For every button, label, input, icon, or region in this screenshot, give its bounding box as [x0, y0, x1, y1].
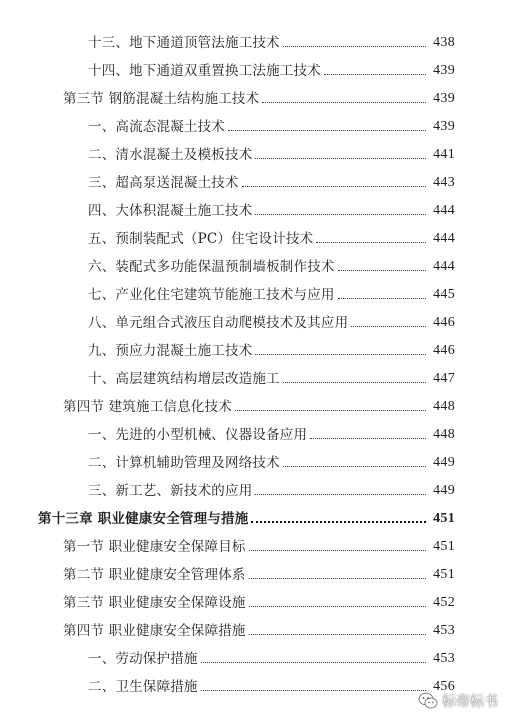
toc-page-number: 444 [433, 203, 455, 218]
toc-page-number: 439 [433, 63, 455, 78]
toc-page-number: 447 [433, 371, 455, 386]
toc-page-number: 453 [433, 623, 455, 638]
dot-leader [201, 662, 426, 663]
toc-page-number: 446 [433, 315, 455, 330]
toc-entry-label: 四、大体积混凝土施工技术 [88, 203, 253, 219]
toc-page-number: 441 [433, 147, 455, 162]
toc-entry[interactable] [0, 369, 508, 389]
toc-entry[interactable] [0, 593, 508, 613]
toc-entry[interactable] [0, 621, 508, 641]
toc-entry-label: 第四节 建筑施工信息化技术 [63, 399, 232, 415]
toc-entry-label: 一、先进的小型机械、仪器设备应用 [88, 427, 308, 443]
toc-page-number: 446 [433, 343, 455, 358]
dot-leader [201, 690, 426, 691]
toc-entry[interactable] [0, 201, 508, 221]
toc-entry[interactable] [0, 33, 508, 53]
toc-entry[interactable] [0, 397, 508, 417]
toc-entry-label: 三、新工艺、新技术的应用 [88, 483, 253, 499]
toc-entry[interactable] [0, 481, 508, 501]
toc-entry[interactable] [0, 173, 508, 193]
toc-entry-label: 一、劳动保护措施 [88, 651, 198, 667]
toc-page-number: 453 [433, 651, 455, 666]
toc-entry[interactable] [0, 453, 508, 473]
watermark-text: 标帝标书 [442, 694, 498, 710]
toc-entry-label: 九、预应力混凝土施工技术 [88, 343, 253, 359]
toc-entry-label: 第三节 钢筋混凝土结构施工技术 [63, 91, 260, 107]
toc-entry[interactable] [0, 285, 508, 305]
dot-leader [255, 494, 426, 495]
dot-leader [283, 466, 426, 467]
toc-page-number: 451 [433, 539, 455, 554]
dot-leader [249, 550, 426, 551]
toc-entry[interactable] [0, 425, 508, 445]
toc-entry-label: 一、高流态混凝土技术 [88, 119, 225, 135]
toc-entry[interactable] [0, 89, 508, 109]
toc-page-number: 438 [433, 35, 455, 50]
dot-leader [262, 102, 426, 103]
dot-leader [242, 186, 426, 187]
toc-entry[interactable] [0, 313, 508, 333]
toc-entry-label: 十三、地下通道顶管法施工技术 [88, 35, 280, 51]
toc-entry[interactable] [0, 117, 508, 137]
toc-page-number: 448 [433, 399, 455, 414]
toc-entry-label: 十、高层建筑结构增层改造施工 [88, 371, 280, 387]
toc-entry[interactable] [0, 145, 508, 165]
dot-leader [324, 74, 426, 75]
toc-entry[interactable] [0, 537, 508, 557]
dot-leader [338, 298, 426, 299]
watermark [418, 691, 498, 711]
toc-page-number: 452 [433, 595, 455, 610]
dot-leader [283, 382, 426, 383]
toc-page-number: 451 [433, 511, 455, 526]
toc-page-number: 444 [433, 259, 455, 274]
dot-leader [255, 214, 426, 215]
toc-entry-label: 十四、地下通道双重置换工法施工技术 [88, 63, 321, 79]
toc-page-number: 444 [433, 231, 455, 246]
toc-entry-label: 第一节 职业健康安全保障目标 [63, 539, 246, 555]
toc-entry[interactable] [0, 565, 508, 585]
dot-leader [228, 130, 426, 131]
dot-leader [283, 46, 426, 47]
toc-entry-label: 五、预制装配式（PC）住宅设计技术 [88, 231, 314, 247]
toc-entry-label: 第三节 职业健康安全保障设施 [63, 595, 246, 611]
dot-leader [249, 606, 426, 607]
toc-entry-label: 第四节 职业健康安全保障措施 [63, 623, 246, 639]
dot-leader [235, 410, 426, 411]
toc-entry-label: 第二节 职业健康安全管理体系 [63, 567, 246, 583]
toc-entry[interactable] [0, 257, 508, 277]
dot-leader [255, 158, 426, 159]
toc-page-number: 443 [433, 175, 455, 190]
dot-leader [255, 354, 426, 355]
toc-entry-label: 二、卫生保障措施 [88, 679, 198, 695]
toc-page-number: 439 [433, 119, 455, 134]
toc-page-number: 456 [433, 679, 455, 694]
toc-page-number: 451 [433, 567, 455, 582]
dot-leader [249, 578, 426, 579]
toc-entry[interactable] [0, 341, 508, 361]
toc-page-number: 449 [433, 483, 455, 498]
dot-leader [338, 270, 426, 271]
toc-entry-label: 七、产业化住宅建筑节能施工技术与应用 [88, 287, 335, 303]
dot-leader [316, 242, 426, 243]
toc-page-number: 439 [433, 91, 455, 106]
toc-entry-label: 六、装配式多功能保温预制墙板制作技术 [88, 259, 335, 275]
toc-entry-label: 八、单元组合式液压自动爬模技术及其应用 [88, 315, 349, 331]
toc-entry-chapter[interactable] [0, 509, 508, 529]
toc-entry[interactable] [0, 649, 508, 669]
toc-page-number: 445 [433, 287, 455, 302]
toc-entry-label: 二、清水混凝土及模板技术 [88, 147, 253, 163]
dot-leader [249, 634, 426, 635]
toc-entry-label: 三、超高泵送混凝土技术 [88, 175, 239, 191]
toc-page-number: 448 [433, 427, 455, 442]
dot-leader [310, 438, 426, 439]
dot-leader [251, 521, 426, 523]
toc-entry-label: 二、计算机辅助管理及网络技术 [88, 455, 280, 471]
wechat-icon [418, 692, 438, 710]
toc-entry[interactable] [0, 229, 508, 249]
toc-entry-label: 第十三章 职业健康安全管理与措施 [38, 511, 249, 527]
toc-page-number: 449 [433, 455, 455, 470]
toc-entry[interactable] [0, 61, 508, 81]
dot-leader [351, 326, 426, 327]
